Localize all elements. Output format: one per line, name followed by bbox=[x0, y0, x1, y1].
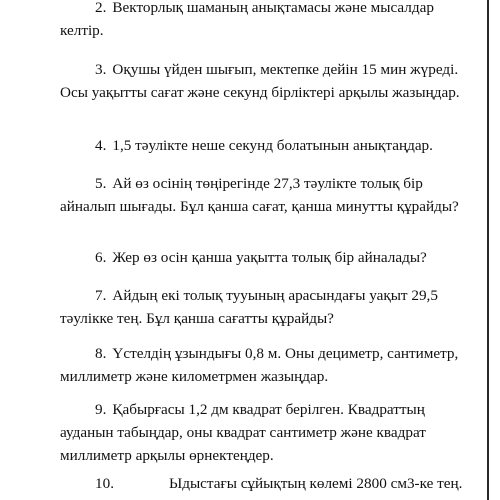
task-number: 3. bbox=[95, 61, 107, 78]
task-text: Оқушы үйден шығып, мектепке дейін 15 мин жүреді. Осы уақытты сағат және секунд бірліктері арқылы жазыңдар. bbox=[60, 61, 460, 101]
task-item bbox=[60, 246, 480, 269]
task-number: 5. bbox=[95, 175, 107, 192]
task-number: 6. bbox=[95, 249, 107, 266]
task-item bbox=[60, 58, 480, 104]
task-item bbox=[60, 0, 480, 42]
task-item bbox=[60, 284, 480, 330]
task-text: Ыдыстағы сұйықтың көлемі 2800 см3-ке тең. bbox=[168, 475, 463, 492]
task-item bbox=[60, 472, 480, 495]
task-number: 7. bbox=[95, 287, 107, 304]
task-number: 9. bbox=[95, 401, 107, 418]
task-number: 2. bbox=[95, 0, 107, 16]
task-text: Айдың екі толық тууының арасындағы уақыт 29,5 тәулікке тең. Бұл қанша сағатты құрайды? bbox=[60, 287, 438, 327]
task-item bbox=[60, 342, 480, 388]
task-number: 8. bbox=[95, 345, 107, 362]
task-text: Ай өз осінің төңірегінде 27,3 тәулікте толық бір айналып шығады. Бұл қанша сағат, қанша минутты құрайды? bbox=[60, 175, 459, 215]
task-item bbox=[60, 398, 480, 467]
task-number: 4. bbox=[95, 137, 107, 154]
task-text: Үстелдің ұзындығы 0,8 м. Оны дециметр, сантиметр, миллиметр және километрмен жазыңдар. bbox=[60, 345, 459, 385]
task-text: Жер өз осін қанша уақытта толық бір айналады? bbox=[112, 249, 427, 266]
task-text: Қабырғасы 1,2 дм квадрат берілген. Квадраттың ауданын табыңдар, оны квадрат сантиметр және квадрат миллиметр арқылы өрнектеңдер. bbox=[60, 401, 426, 464]
page-edge-line bbox=[487, 0, 489, 500]
task-text: 1,5 тәулікте неше секунд болатынын анықтаңдар. bbox=[112, 137, 433, 154]
task-number: 10. bbox=[95, 475, 114, 492]
task-item bbox=[60, 134, 480, 157]
task-text: Векторлық шаманың анықтамасы және мысалдар келтір. bbox=[60, 0, 434, 39]
task-item bbox=[60, 172, 480, 218]
